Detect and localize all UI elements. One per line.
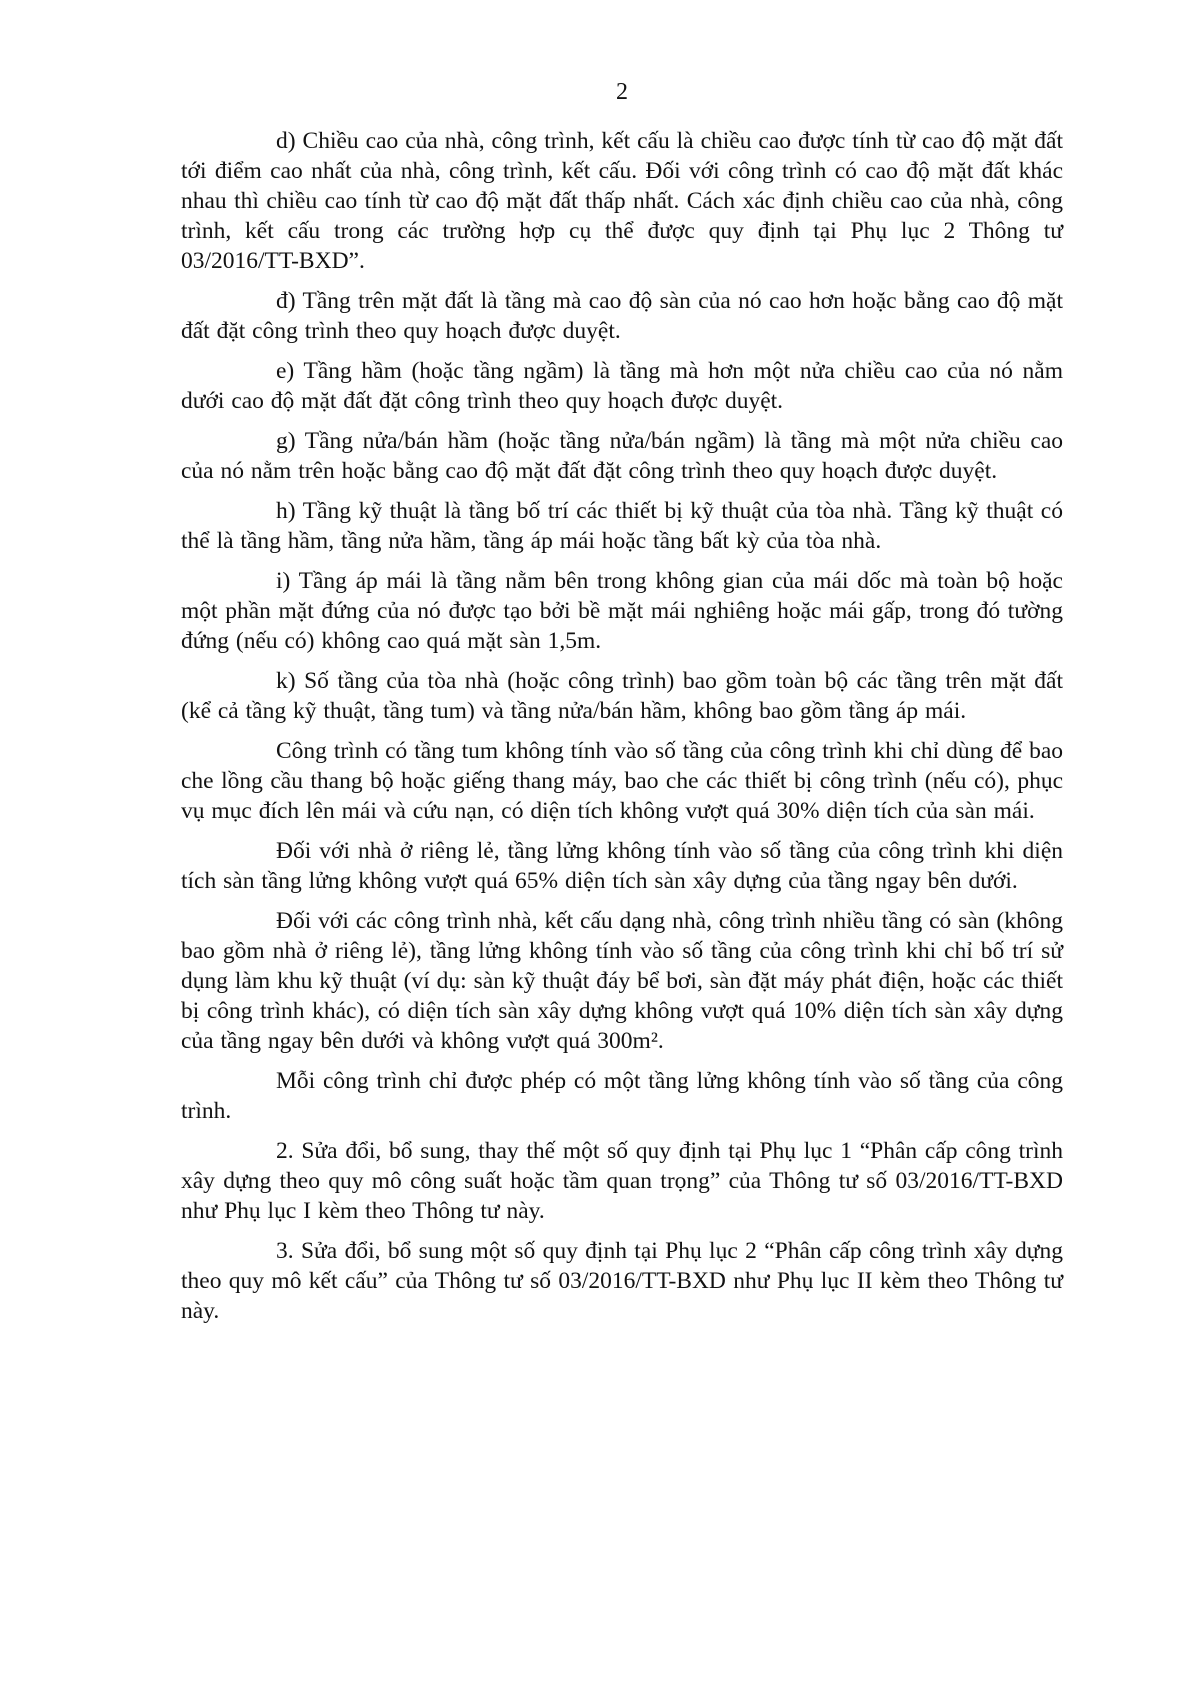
paragraph: d) Chiều cao của nhà, công trình, kết cấu là chiều cao được tính từ cao độ mặt đất tới điểm cao nhất của nhà, công trình, kết cấu. Đối với công trình có cao độ mặt đất khác nhau thì chiều cao tính từ cao độ mặt đất thấp nhất. Cách xác định chiều cao của nhà, công trình, kết cấu trong các trường hợp cụ thể được quy định tại Phụ lục 2 Thông tư 03/2016/TT-BXD”. <box>181 128 1063 274</box>
paragraph: 2. Sửa đổi, bổ sung, thay thế một số quy định tại Phụ lục 1 “Phân cấp công trình xây dựng theo quy mô công suất hoặc tầm quan trọng” của Thông tư số 03/2016/TT-BXD như Phụ lục I kèm theo Thông tư này. <box>181 1138 1063 1224</box>
paragraph: Mỗi công trình chỉ được phép có một tầng lửng không tính vào số tầng của công trình. <box>181 1068 1063 1124</box>
paragraph: g) Tầng nửa/bán hầm (hoặc tầng nửa/bán ngầm) là tầng mà một nửa chiều cao của nó nằm trên hoặc bằng cao độ mặt đất đặt công trình theo quy hoạch được duyệt. <box>181 428 1063 484</box>
paragraph: đ) Tầng trên mặt đất là tầng mà cao độ sàn của nó cao hơn hoặc bằng cao độ mặt đất đặt công trình theo quy hoạch được duyệt. <box>181 288 1063 344</box>
page-number: 2 <box>616 79 628 105</box>
paragraph: Công trình có tầng tum không tính vào số tầng của công trình khi chỉ dùng để bao che lồng cầu thang bộ hoặc giếng thang máy, bao che các thiết bị công trình (nếu có), phục vụ mục đích lên mái và cứu nạn, có diện tích không vượt quá 30% diện tích của sàn mái. <box>181 738 1063 824</box>
paragraph: Đối với các công trình nhà, kết cấu dạng nhà, công trình nhiều tầng có sàn (không bao gồm nhà ở riêng lẻ), tầng lửng không tính vào số tầng của công trình khi chỉ bố trí sử dụng làm khu kỹ thuật (ví dụ: sàn kỹ thuật đáy bể bơi, sàn đặt máy phát điện, hoặc các thiết bị công trình khác), có diện tích sàn xây dựng không vượt quá 10% diện tích sàn xây dựng của tầng ngay bên dưới và không vượt quá 300m². <box>181 908 1063 1054</box>
document-body <box>181 126 1063 1336</box>
paragraph: 3. Sửa đổi, bổ sung một số quy định tại Phụ lục 2 “Phân cấp công trình xây dựng theo quy mô kết cấu” của Thông tư số 03/2016/TT-BXD như Phụ lục II kèm theo Thông tư này. <box>181 1238 1063 1324</box>
paragraph: Đối với nhà ở riêng lẻ, tầng lửng không tính vào số tầng của công trình khi diện tích sàn tầng lửng không vượt quá 65% diện tích sàn xây dựng của tầng ngay bên dưới. <box>181 838 1063 894</box>
paragraph: k) Số tầng của tòa nhà (hoặc công trình) bao gồm toàn bộ các tầng trên mặt đất (kể cả tầng kỹ thuật, tầng tum) và tầng nửa/bán hầm, không bao gồm tầng áp mái. <box>181 668 1063 724</box>
paragraph: i) Tầng áp mái là tầng nằm bên trong không gian của mái dốc mà toàn bộ hoặc một phần mặt đứng của nó được tạo bởi bề mặt mái nghiêng hoặc mái gấp, trong đó tường đứng (nếu có) không cao quá mặt sàn 1,5m. <box>181 568 1063 654</box>
paragraph: h) Tầng kỹ thuật là tầng bố trí các thiết bị kỹ thuật của tòa nhà. Tầng kỹ thuật có thể là tầng hầm, tầng nửa hầm, tầng áp mái hoặc tầng bất kỳ của tòa nhà. <box>181 498 1063 554</box>
paragraph: e) Tầng hầm (hoặc tầng ngầm) là tầng mà hơn một nửa chiều cao của nó nằm dưới cao độ mặt đất đặt công trình theo quy hoạch được duyệt. <box>181 358 1063 414</box>
